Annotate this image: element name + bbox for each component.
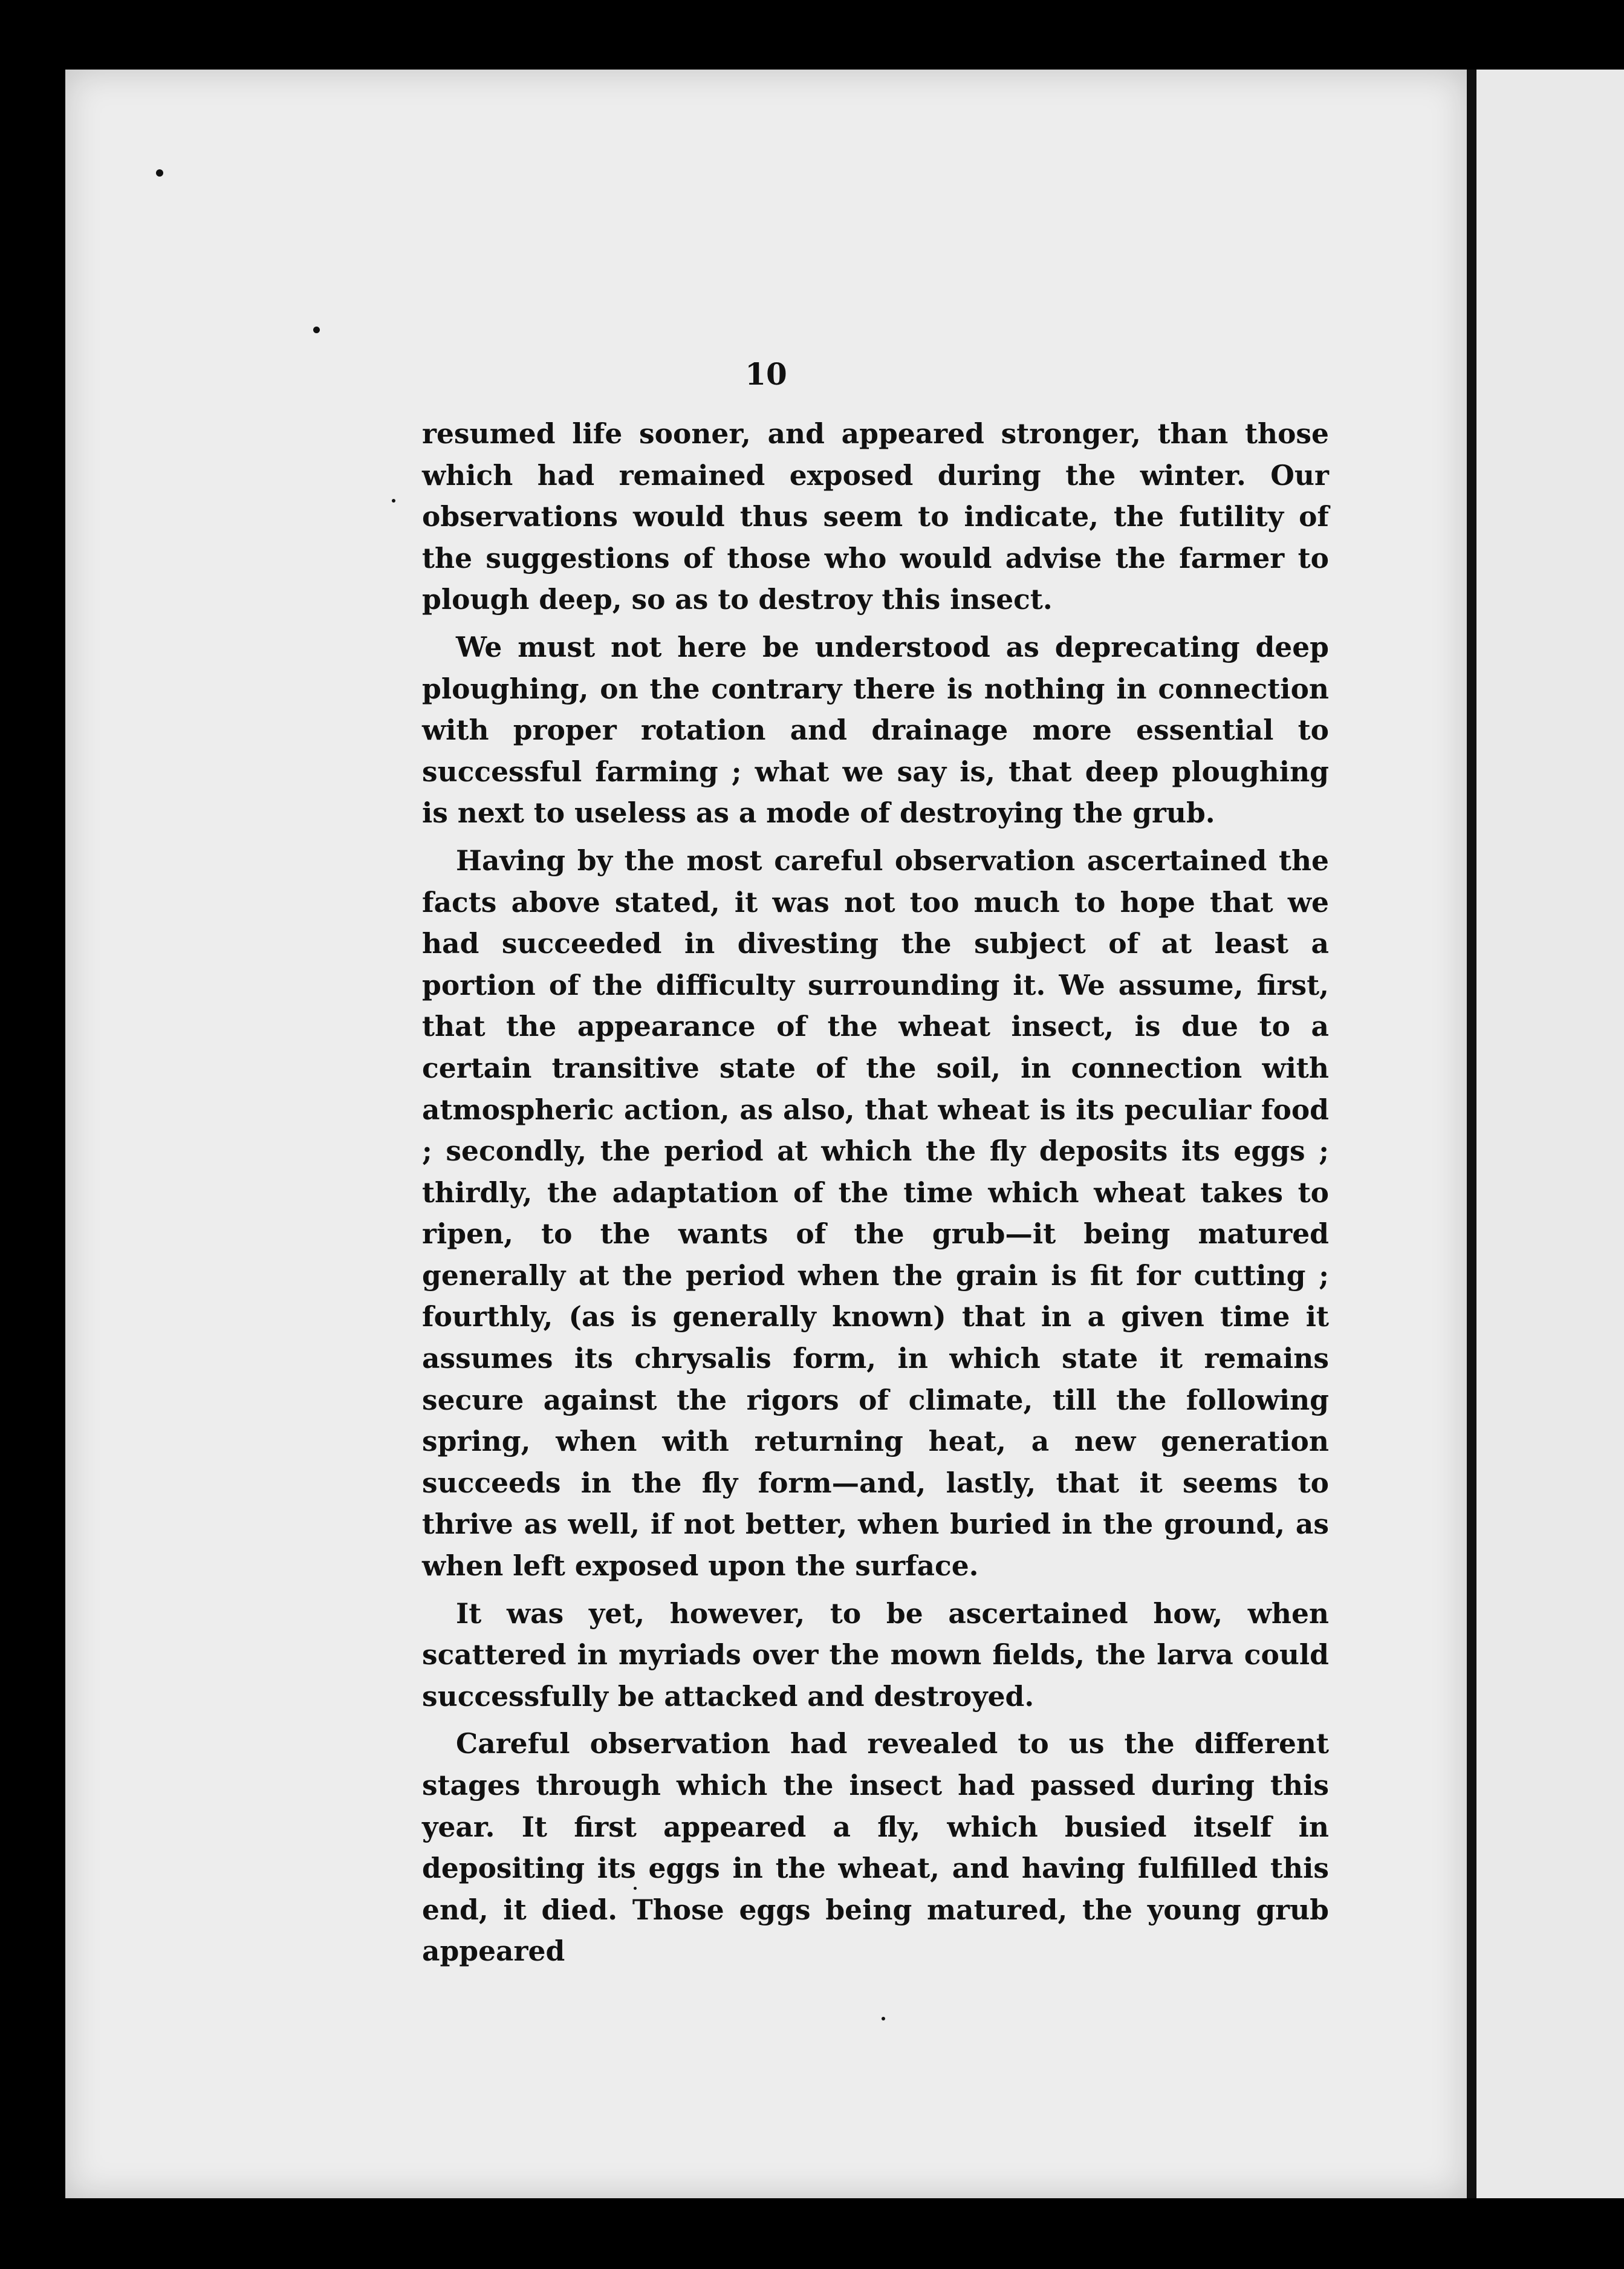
page-number: 10: [745, 356, 787, 392]
body-text: [422, 413, 1329, 1978]
paragraph: We must not here be understood as deprecating deep ploughing, on the contrary there is nothing in connection with proper rotation and drainage more essential to successful farming ; what we say is, that deep ploughing is next to useless as a mode of destroying the grub.: [422, 630, 1329, 830]
ink-speck: [156, 169, 163, 177]
page-gutter: [1467, 70, 1476, 2198]
ink-speck: [392, 499, 395, 503]
paragraph: Having by the most careful observation ascertained the facts above stated, it was not too much to hope that we had succeeded in divesting the subject of at least a portion of the difficulty surrounding it. We assume, first, that the appearance of the wheat insect, is due to a certain transitive state of the soil, in connection with atmospheric action, as also, that wheat is its peculiar food ; secondly, the period at which the fly deposits its eggs ; thirdly, the adaptation of the time which wheat takes to ripen, to the wants of the grub—it being matured generally at the period when the grain is fit for cutting ; fourthly, (as is generally known) that in a given time it assumes its chrysalis form, in which state it remains secure against the rigors of climate, till the following spring, when with returning heat, a new generation succeeds in the fly form—and, lastly, that it seems to thrive as well, if not better, when buried in the ground, as when left exposed upon the surface.: [422, 844, 1329, 1583]
paragraph: Careful observation had revealed to us the different stages through which the insect had passed during this year. It first appeared a fly, which busied itself in depositing its eggs in the wheat, and having fulfilled this end, it died. Those eggs being matured, the young grub appeared: [422, 1727, 1329, 1968]
book-page: [65, 70, 1467, 2198]
paragraph: It was yet, however, to be ascertained how, when scattered in myriads over the mown fields, the larva could successfully be attacked and destroyed.: [422, 1597, 1329, 1713]
ink-speck: [313, 327, 320, 333]
ink-speck: [882, 2017, 885, 2020]
ink-speck: [634, 1887, 637, 1890]
facing-page-edge: [1476, 70, 1624, 2198]
paragraph: resumed life sooner, and appeared stronger, than those which had remained exposed during the winter. Our observations would thus seem to indicate, the futility of the suggestions of those who would advise the farmer to plough deep, so as to destroy this insect.: [422, 417, 1329, 616]
